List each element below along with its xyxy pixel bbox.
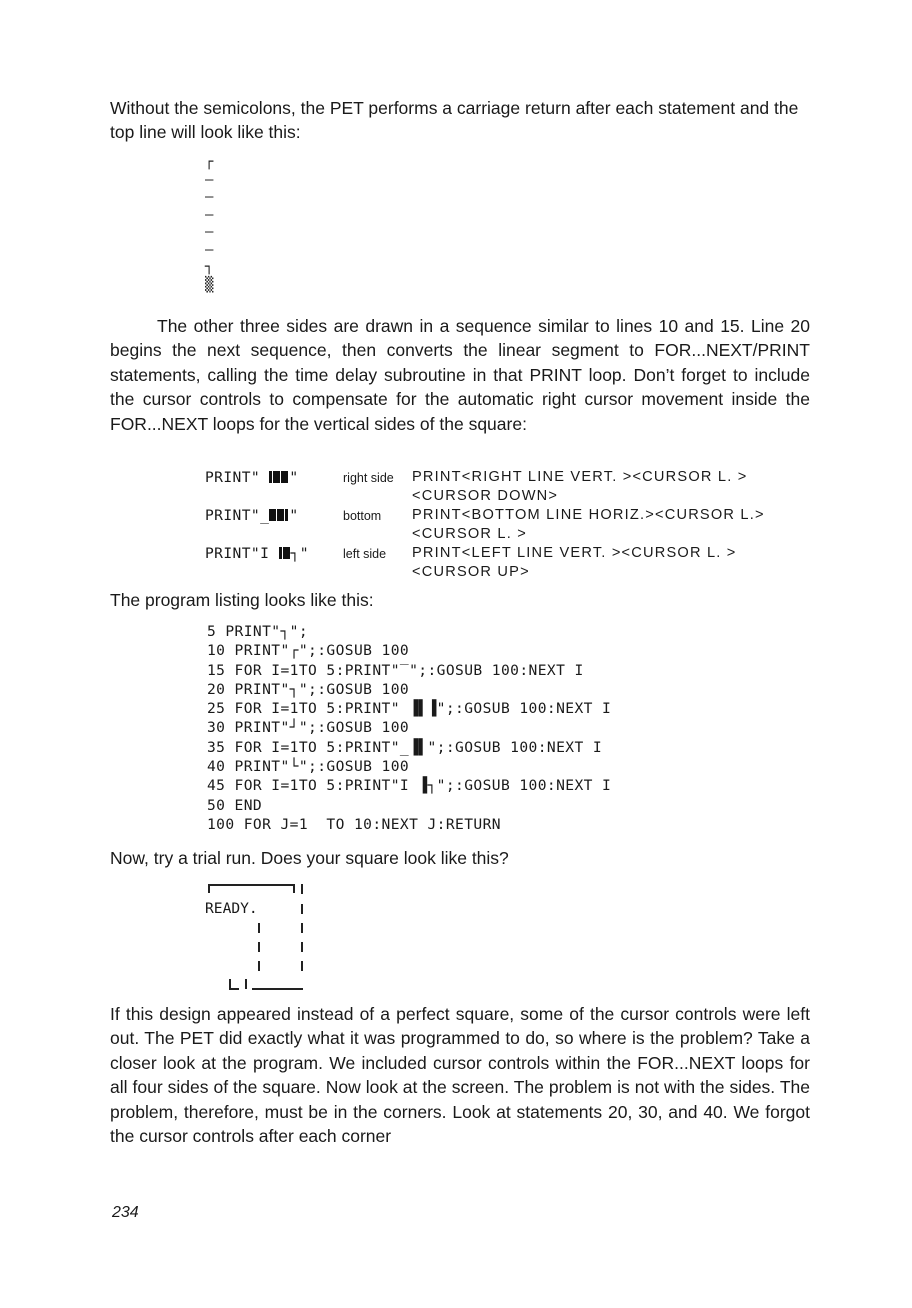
dash-glyph: – (205, 224, 214, 240)
cursor-desc (412, 506, 765, 544)
right-side-bar (301, 884, 303, 894)
cursor-code: PRINT"I ┐" (205, 545, 309, 562)
inner-side-bar (258, 942, 260, 952)
cursor-row-right-side (205, 468, 825, 506)
listing-line: 40 PRINT"└";:GOSUB 100 (207, 758, 410, 776)
graphic-block (285, 509, 288, 521)
corner-glyph: ┌ (205, 154, 214, 170)
desc-line: PRINT<BOTTOM LINE HORIZ.><CURSOR L.> (412, 507, 765, 523)
program-listing (207, 622, 807, 834)
listing-line: 50 END (207, 796, 263, 814)
corner-glyph: ┐ (205, 259, 214, 275)
graphic-block (277, 509, 284, 521)
listing-line: 25 FOR I=1TO 5:PRINT" ▐▌▐";:GOSUB 100:NEXT I (207, 700, 612, 718)
cursor-row-bottom (205, 506, 825, 544)
right-side-bar (301, 942, 303, 952)
dash-glyph: – (205, 206, 214, 223)
page-number: 234 (112, 1204, 139, 1221)
listing-intro: The program listing looks like this: (110, 590, 374, 610)
cursor-desc (412, 468, 747, 506)
desc-line: PRINT<LEFT LINE VERT. ><CURSOR L. > (412, 545, 737, 561)
inner-side-bar (245, 979, 247, 989)
right-side-bar (301, 904, 303, 914)
listing-line: 45 FOR I=1TO 5:PRINT"I ▐┐";:GOSUB 100:NEXT I (207, 777, 612, 795)
right-corner-tick (293, 884, 295, 893)
screen-illustration (205, 878, 325, 990)
listing-line: 5 PRINT"┐"; (207, 623, 309, 640)
code-prefix: PRINT" (205, 469, 261, 486)
trial-run-paragraph: Now, try a trial run. Does your square look like this? (110, 848, 509, 868)
listing-line: 30 PRINT"┘";:GOSUB 100 (207, 719, 410, 737)
cursor-glyph: ▒ (205, 276, 214, 293)
listing-line: 20 PRINT"┐";:GOSUB 100 (207, 680, 410, 698)
ready-prompt: READY. (205, 900, 258, 917)
cursor-label: right side (343, 471, 394, 485)
cursor-row-left-side (205, 544, 825, 582)
code-prefix: PRINT" (205, 545, 261, 562)
listing-line: 15 FOR I=1TO 5:PRINT"‾";:GOSUB 100:NEXT I (207, 661, 584, 679)
graphic-block (281, 471, 288, 483)
code-suffix: " (289, 507, 299, 524)
cursor-desc (412, 544, 737, 582)
cursor-control-table (205, 468, 825, 582)
code-suffix: " (299, 545, 309, 562)
graphic-block (269, 509, 276, 521)
cursor-label: left side (343, 547, 387, 561)
dash-glyph: – (205, 241, 214, 258)
intro-paragraph: Without the semicolons, the PET performs a carriage return after each statement and the top line will look like this: (110, 98, 799, 143)
cursor-code (205, 468, 343, 487)
code-prefix: PRINT" (205, 507, 261, 524)
desc-line: <CURSOR UP> (412, 564, 530, 580)
listing-line: 10 PRINT"┌";:GOSUB 100 (207, 642, 410, 660)
desc-line: PRINT<RIGHT LINE VERT. ><CURSOR L. > (412, 469, 748, 485)
right-side-bar (301, 961, 303, 971)
desc-line: <CURSOR DOWN> (412, 488, 559, 504)
graphic-block (283, 547, 290, 559)
dash-glyph: – (205, 189, 214, 205)
graphic-block (279, 547, 282, 559)
graphic-block (273, 471, 280, 483)
cursor-code: PRINT"_ " (205, 507, 299, 524)
dash-glyph: – (205, 171, 214, 188)
top-line-illustration (205, 154, 235, 294)
inner-side-bar (258, 923, 260, 933)
bottom-border-line (252, 988, 303, 990)
graphic-block (269, 471, 272, 483)
listing-line: 35 FOR I=1TO 5:PRINT"_▐▌";:GOSUB 100:NEXT I (207, 738, 603, 756)
design-paragraph: If this design appeared instead of a perfect square, some of the cursor controls were left out. The PET did exactly what it was programmed to do, so where is the problem? Take a closer look at the program. We included cursor controls within the FOR...NEXT loops for all four sides of the square. Now look at the screen. The problem is not with the sides. The problem, therefore, must be in the corners. Look at statements 20, 30, and 40. We forgot the cursor controls after each corner (110, 1004, 810, 1147)
cursor-label: bottom (343, 509, 382, 523)
inner-side-bar (258, 961, 260, 971)
top-border-line (208, 884, 294, 886)
bottom-left-corner-horiz (229, 988, 239, 990)
listing-line: 100 FOR J=1 TO 10:NEXT J:RETURN (207, 815, 501, 833)
code-suffix: " (289, 469, 299, 486)
desc-line: <CURSOR L. > (412, 526, 527, 542)
right-side-bar (301, 923, 303, 933)
other-sides-paragraph: The other three sides are drawn in a sequence similar to lines 10 and 15. Line 20 begins the next sequence, then converts the linear segment to FOR...NEXT/PRINT statements, calling the time delay subroutine in that PRINT loop. Don’t forget to include the cursor controls to compensate for the automatic right cursor movement inside the FOR...NEXT loops for the vertical sides of the square: (110, 316, 810, 434)
left-corner-tick (208, 884, 210, 893)
